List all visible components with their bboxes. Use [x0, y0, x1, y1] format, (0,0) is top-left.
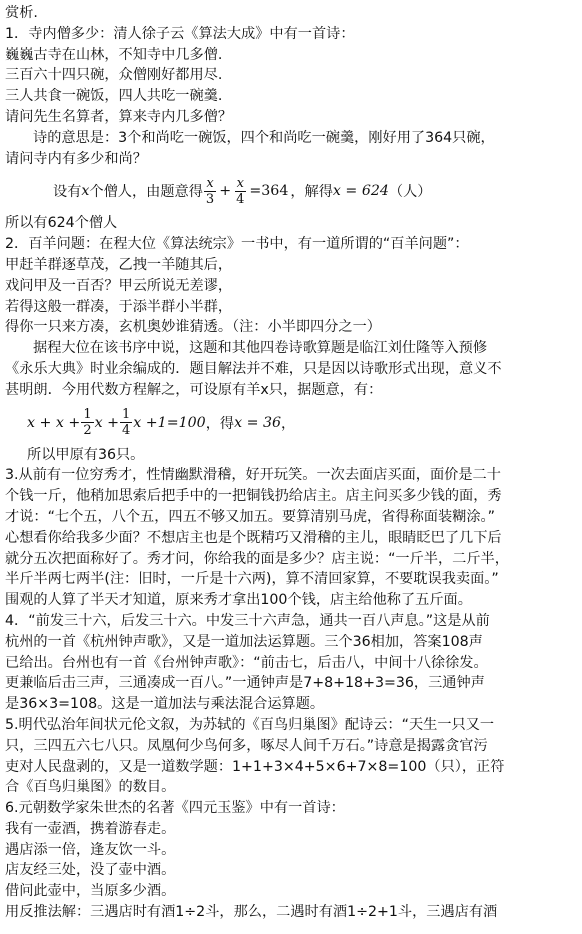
fraction-numerator: 1 — [83, 407, 92, 423]
poem-line: 借问此壶中，当原多少酒。 — [5, 883, 176, 900]
solution-text: ，解得 — [290, 184, 333, 201]
plus-sign: + — [219, 183, 232, 200]
equation-formula — [5, 401, 579, 445]
paragraph-line: 已给出。台州也有一首《台州钟声歌》：“前击七，后击八，中间十八徐徐发。 — [5, 654, 488, 671]
equation-part: x +1=100 — [133, 414, 206, 431]
poem-line: 戏问甲及一百否？甲云所说无差谬， — [5, 277, 233, 294]
paragraph-line: 半斤半两七两半(注：旧时，一斤是十六两)，算不清回家算，不要耽误我卖面。” — [5, 571, 499, 588]
paragraph-line: 5.明代弘治年间状元伦文叙，为苏轼的《百鸟归巢图》配诗云：“天生一只又一 — [5, 716, 495, 733]
conclusion: 所以有624个僧人 — [5, 215, 118, 232]
solution-unit: （人） — [388, 184, 432, 201]
paragraph-line: 个钱一斤，他稍加思索后把手中的一把铜钱扔给店主。店主问买多少钱的面，秀 — [5, 488, 502, 505]
fraction-denominator: 4 — [122, 423, 131, 439]
problem-6 — [5, 798, 579, 923]
problem-2 — [5, 234, 579, 465]
paragraph-line: 围观的人算了半天才知道，原来秀才拿出100个钱，店主给他称了五斤面。 — [5, 592, 472, 609]
paragraph-line: 就分五次把面称好了。秀才问，你给我的面是多少？店主说：“一斤半，二斤半， — [5, 550, 509, 567]
desc-line: 《永乐大典》时业余编成的．题目解法并不难，只是因以诗歌形式出现，意义不 — [5, 360, 502, 377]
paragraph-line: 用反推法解：三遇店时有酒1÷2斗，那么，二遇时有酒1÷2+1斗，三遇店有酒 — [5, 904, 498, 921]
poem-line: 请问先生名算者，算来寺内几多僧？ — [5, 108, 233, 125]
problem-1 — [5, 24, 579, 234]
solution-answer: x = 624 — [332, 183, 389, 200]
poem-line: 得你一只来方凑，玄机奥妙谁猜透。（注：小半即四分之一） — [5, 319, 381, 336]
heading: 赏析. — [5, 5, 38, 21]
poem-line: 若得这般一群凑，于添半群小半群， — [5, 298, 233, 315]
document — [5, 3, 579, 923]
fraction — [234, 176, 246, 207]
paragraph-line: 4．“前发三十六，后发三十六。中发三十六声急，通共一百八声息。”这是从前 — [5, 612, 490, 629]
poem-line: 甲赶羊群逐草茂，乙拽一羊随其后， — [5, 256, 233, 273]
fraction-denominator: 4 — [236, 191, 245, 207]
paragraph-line: 只，三四五六七八只。凤凰何少鸟何多，啄尽人间千万石。”诗意是揭露贪官污 — [5, 737, 488, 754]
poem-line: 我有一壶酒，携着游春走。 — [5, 820, 176, 837]
problem-6-title: 6.元朝数学家朱世杰的名著《四元玉鉴》中有一首诗： — [5, 800, 345, 817]
fraction-numerator: 1 — [122, 407, 131, 423]
problem-5 — [5, 715, 579, 798]
poem-line: 三人共食一碗饭，四人共吃一碗羹. — [5, 88, 223, 105]
problem-1-title: 1．寺内僧多少：清人徐子云《算法大成》中有一首诗： — [5, 25, 355, 42]
solution-text: ，得 — [205, 415, 235, 432]
fraction-numerator: x — [206, 175, 214, 191]
equation-part: x + — [94, 414, 119, 431]
meaning-line: 诗的意思是：3个和尚吃一碗饭，四个和尚吃一碗羹，刚好用了364只碗， — [33, 129, 495, 146]
paragraph-line: 3.从前有一位穷秀才，性情幽默滑稽，好开玩笑。一次去面店买面，面价是二十 — [5, 467, 501, 484]
equation-part: x + x + — [27, 414, 81, 431]
problem-2-title: 2．百羊问题：在程大位《算法统宗》一书中，有一道所谓的“百羊问题”： — [5, 236, 469, 253]
equation-rhs: =364 — [249, 183, 289, 200]
solution-text: ， — [281, 415, 296, 432]
meaning-line: 请问寺内有多少和尚？ — [5, 150, 147, 167]
paragraph-line: 是36×3=108。这是一道加法与乘法混合运算题。 — [5, 696, 325, 713]
desc-line: 据程大位在该书序中说，这题和其他四卷诗歌算题是临江刘仕隆等入预修 — [33, 340, 488, 357]
problem-3 — [5, 465, 579, 611]
fraction — [81, 407, 93, 438]
fraction — [120, 407, 132, 438]
paragraph-line: 杭州的一首《杭州钟声歌》，又是一道加法运算题。三个36相加，答案108声 — [5, 633, 483, 650]
poem-line: 店友经三处，没了壶中酒。 — [5, 862, 176, 879]
conclusion: 所以甲原有36只。 — [27, 446, 145, 463]
solution-answer: x = 36 — [234, 414, 282, 431]
solution-formula — [5, 169, 579, 213]
problem-4 — [5, 611, 579, 715]
fraction-denominator: 3 — [205, 191, 215, 207]
desc-line: 甚明朗．今用代数方程解之，可设原有羊x只，据题意，有： — [5, 381, 383, 398]
solution-text: 个僧人，由题意得 — [89, 184, 203, 201]
paragraph-line: 心想看你给我多少面？不想店主也是个既精巧又滑稽的主儿，眼睛眨巴了几下后 — [5, 529, 502, 546]
paragraph-line: 吏对人民盘剥的，又是一道数学题：1+1+3×4+5×6+7×8=100（只），正符 — [5, 758, 505, 775]
poem-line: 遇店添一倍，逢友饮一斗。 — [5, 841, 176, 858]
fraction-denominator: 2 — [83, 423, 92, 439]
fraction-numerator: x — [236, 175, 244, 191]
paragraph-line: 才说：“七个五，八个五，四五不够又加五。要算清别马虎，省得称面装糊涂。” — [5, 508, 495, 525]
paragraph-line: 合《百鸟归巢图》的数目。 — [5, 779, 176, 796]
variable: x — [81, 183, 90, 200]
poem-line: 巍巍古寺在山林，不知寺中几多僧. — [5, 46, 223, 63]
paragraph-line: 更兼临后击三声，三通凑成一百八。”一通钟声是7+8+18+3=36，三通钟声 — [5, 675, 485, 692]
poem-line: 三百六十四只碗，众僧刚好都用尽. — [5, 67, 223, 84]
fraction — [204, 176, 216, 207]
solution-text: 设有 — [53, 184, 82, 201]
